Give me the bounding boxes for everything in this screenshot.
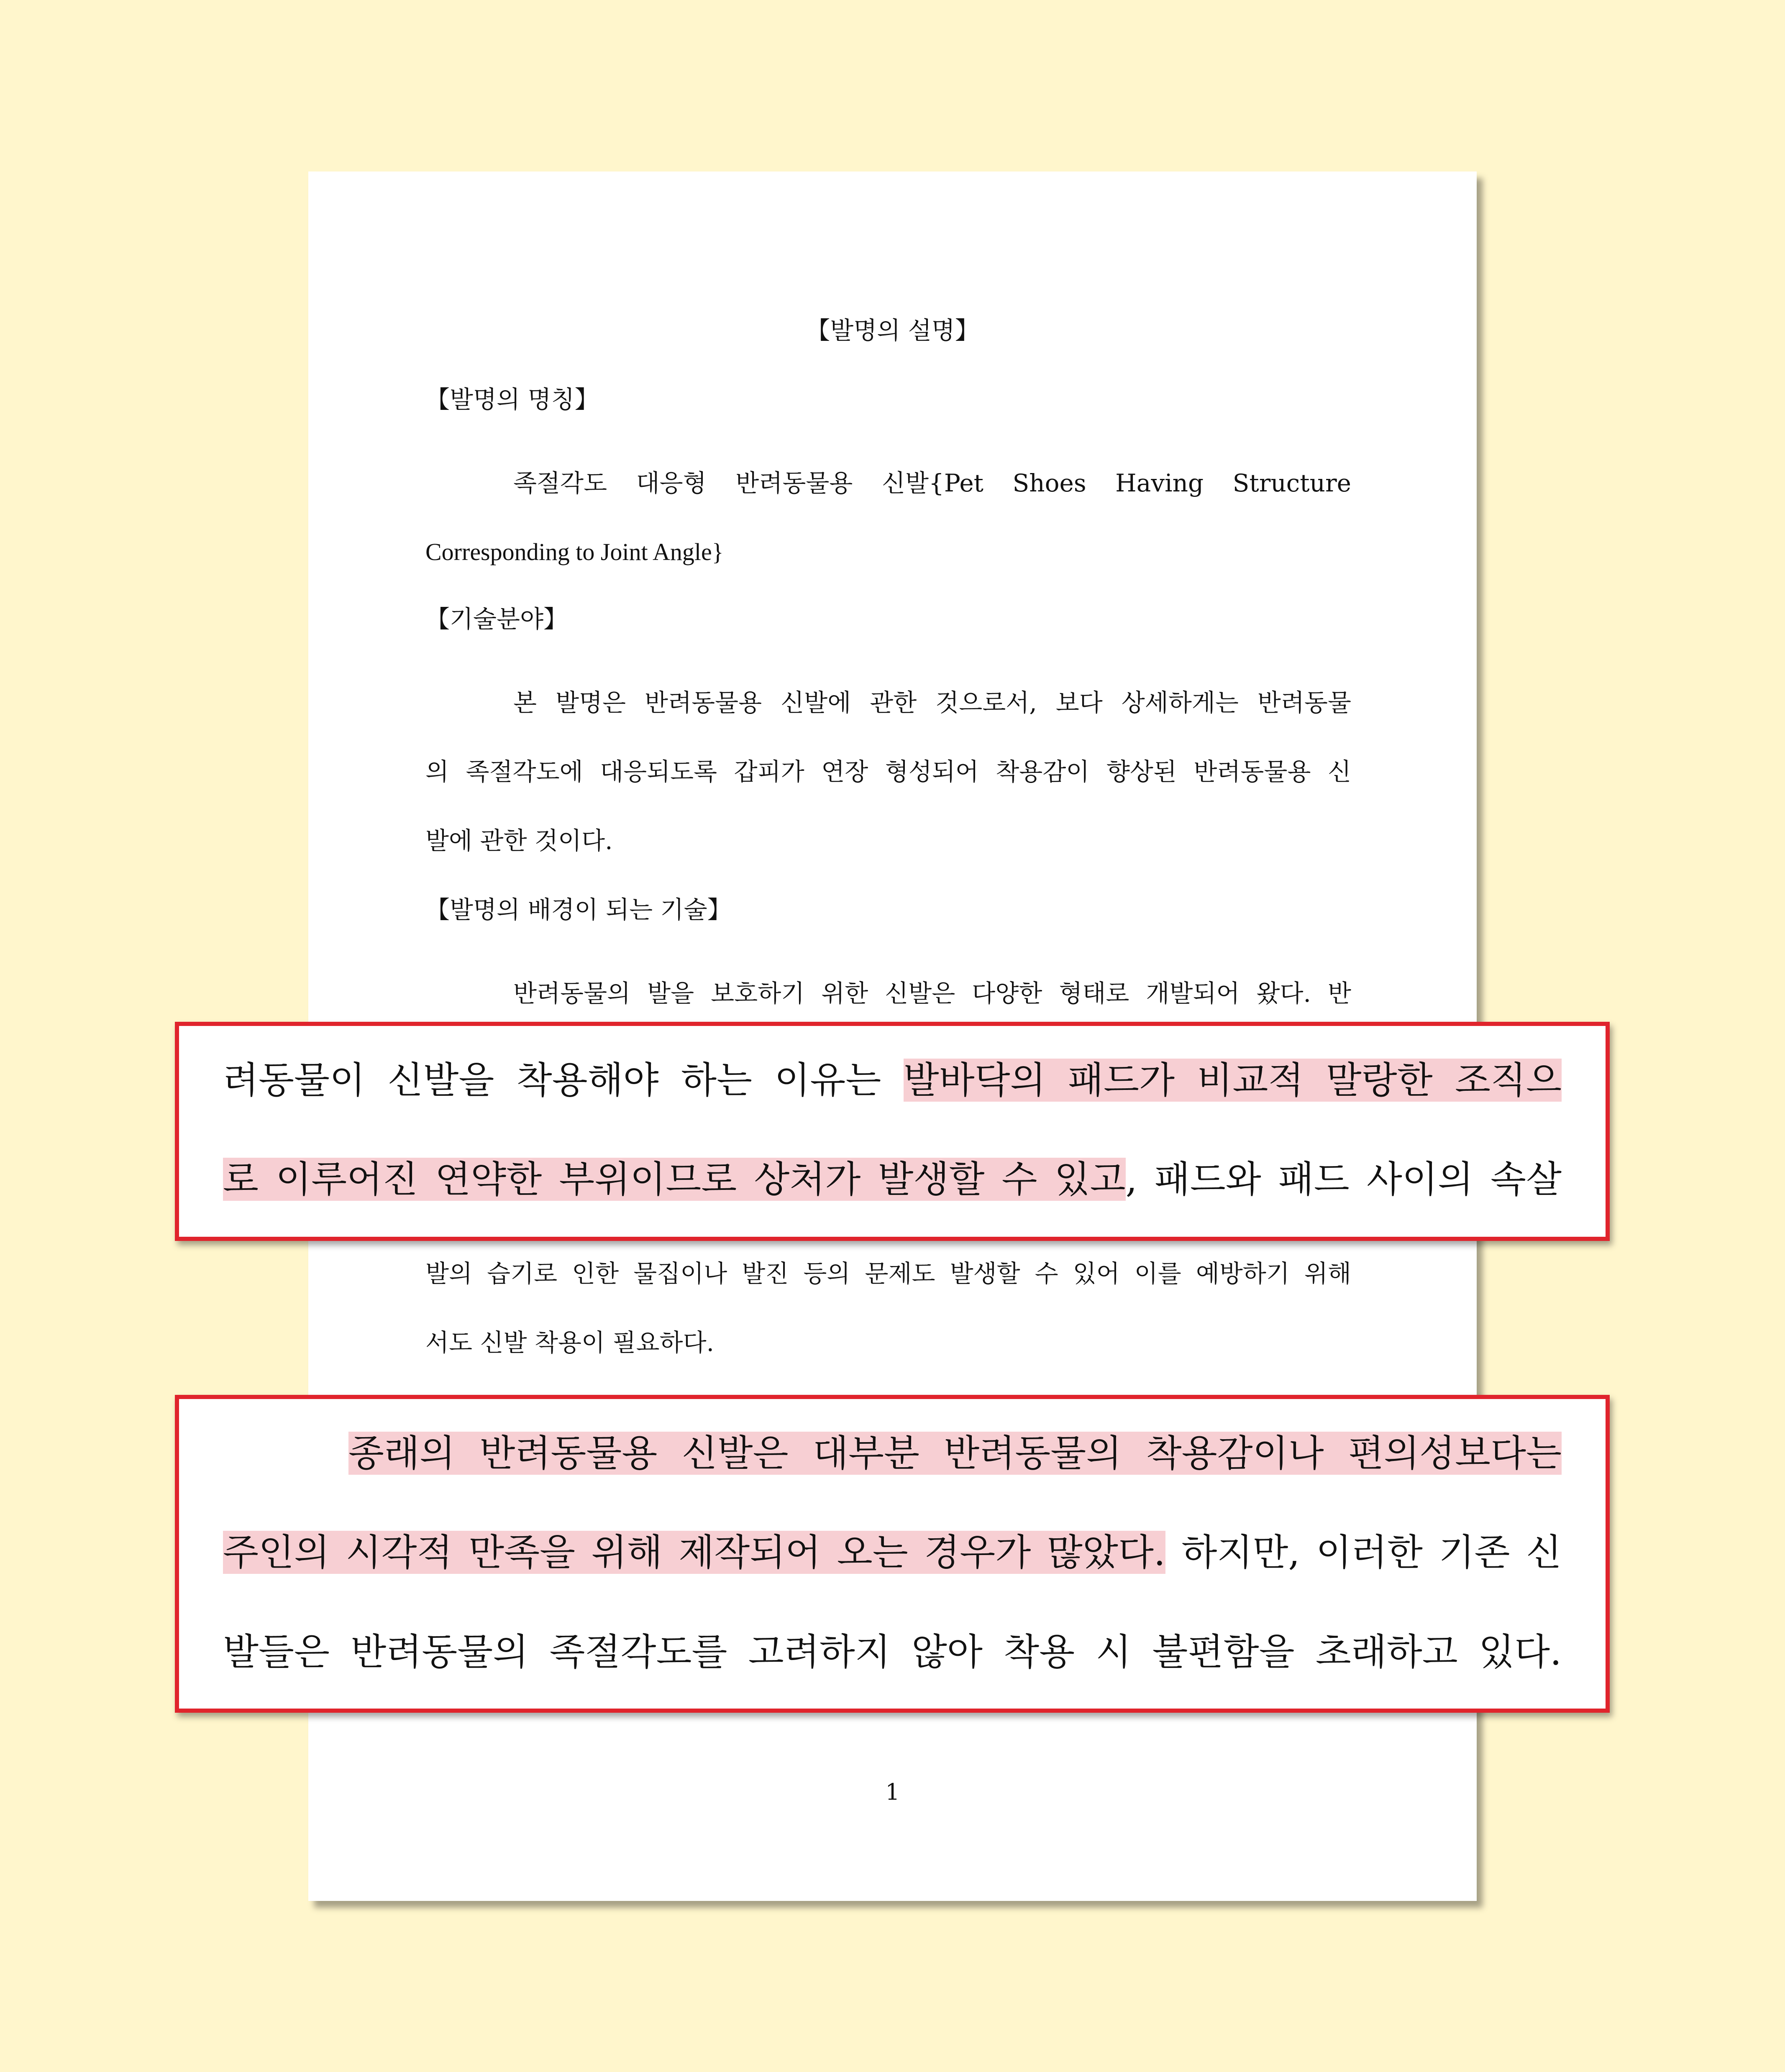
invention-name-line-2: Corresponding to Joint Angle}: [425, 538, 724, 565]
callout-1-text: 려동물이 신발을 착용해야 하는 이유는: [223, 1059, 904, 1102]
invention-name-line-1: 족절각도 대응형 반려동물용 신발{Pet Shoes Having Structure: [513, 469, 1351, 497]
background-line-4: 발의 습기로 인한 물집이나 발진 등의 문제도 발생할 수 있어 이를 예방하기 위해: [425, 1259, 1351, 1288]
highlight-callout-2: [175, 1395, 1610, 1713]
document-title: 【발명의 설명】: [806, 316, 979, 345]
callout-1-line-1: [223, 1057, 1562, 1103]
technical-field-line-2: 의 족절각도에 대응되도록 갑피가 연장 형성되어 착용감이 향상된 반려동물용 신: [425, 757, 1351, 786]
callout-1-text: , 패드와 패드 사이의 속살: [1125, 1158, 1562, 1201]
callout-2-highlight: 주인의 시각적 만족을 위해 제작되어 오는 경우가 많았다.: [223, 1531, 1165, 1574]
callout-2-line-1: [223, 1430, 1562, 1476]
callout-2-text: 발들은 반려동물의 족절각도를 고려하지 않아 착용 시 불편함을 초래하고 있다.: [223, 1630, 1562, 1673]
technical-field-line-3: 발에 관한 것이다.: [425, 826, 613, 855]
background-line-5: 서도 신발 착용이 필요하다.: [425, 1328, 715, 1357]
callout-1-highlight: 발바닥의 패드가 비교적 말랑한 조직으: [903, 1059, 1562, 1102]
callout-1-line-2: [223, 1156, 1562, 1202]
technical-field-line-1: 본 발명은 반려동물용 신발에 관한 것으로서, 보다 상세하게는 반려동물: [513, 688, 1351, 717]
callout-2-text: 하지만, 이러한 기존 신: [1165, 1531, 1562, 1574]
invention-name-heading: 【발명의 명칭】: [425, 385, 599, 414]
background-line-1: 반려동물의 발을 보호하기 위한 신발은 다양한 형태로 개발되어 왔다. 반: [513, 979, 1351, 1008]
page-number: 1: [885, 1779, 900, 1805]
background-art-heading: 【발명의 배경이 되는 기술】: [425, 895, 732, 924]
technical-field-heading: 【기술분야】: [425, 605, 568, 633]
callout-2-line-3: [223, 1629, 1562, 1675]
callout-1-highlight: 로 이루어진 연약한 부위이므로 상처가 발생할 수 있고: [223, 1158, 1126, 1201]
callout-2-line-2: [223, 1530, 1562, 1576]
highlight-callout-1: [175, 1022, 1610, 1241]
callout-2-highlight: 종래의 반려동물용 신발은 대부분 반려동물의 착용감이나 편의성보다는: [348, 1432, 1562, 1475]
